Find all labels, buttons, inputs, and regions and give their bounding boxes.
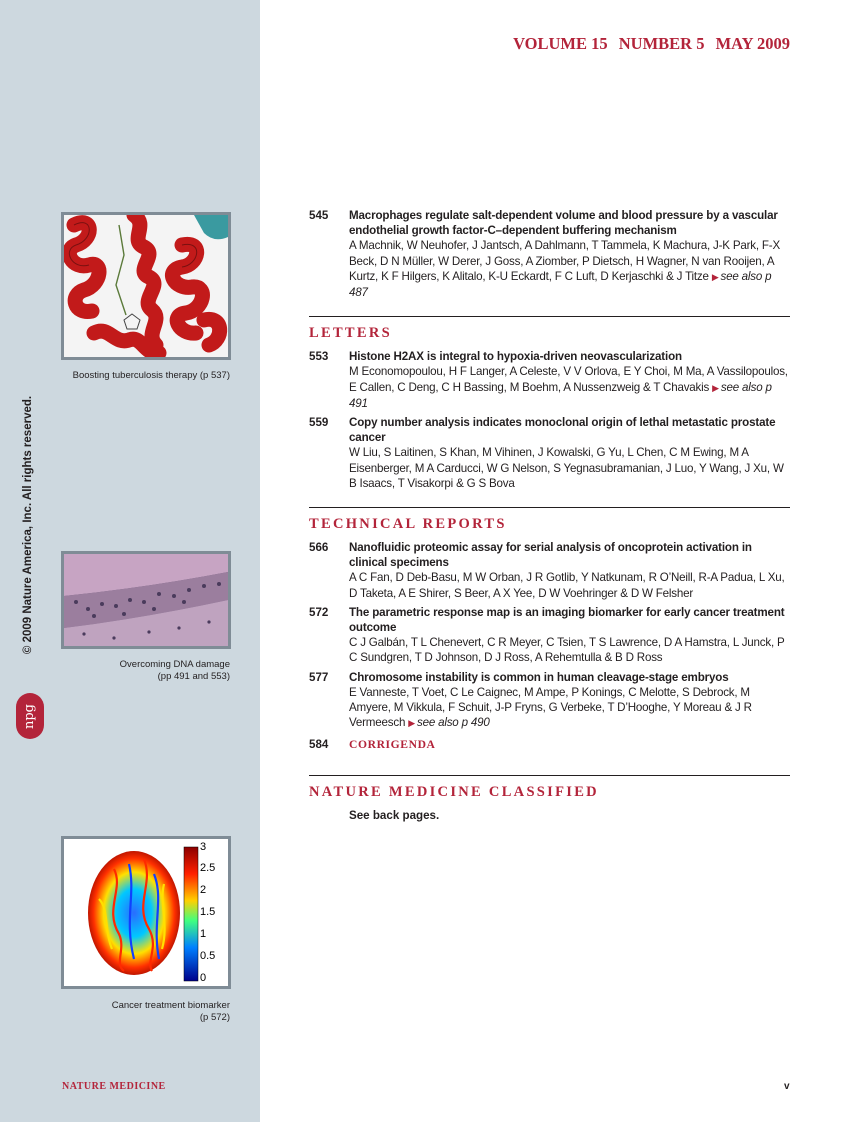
colorbar-tick: 1 xyxy=(200,928,207,940)
page-number: 566 xyxy=(309,541,329,555)
colorbar-tick: 1.5 xyxy=(200,906,216,918)
issue-volume: VOLUME 15 xyxy=(513,34,608,53)
colorbar-tick: 2.5 xyxy=(200,862,216,874)
brain-map-image xyxy=(61,836,231,989)
article-title[interactable]: Copy number analysis indicates monoclonal origin of lethal metastatic prostate cancer xyxy=(349,416,776,445)
protein-structure-image xyxy=(61,212,231,360)
page-number: 584 xyxy=(309,738,329,752)
article-authors xyxy=(349,238,790,300)
author-list: E Vanneste, T Voet, C Le Caignec, M Ampe, P Konings, C Melotte, S Debrock, M Amyere, M Vikkula, F Schuit, J-P Fryns, G Verbeke, T D’Hooghe, Y Moreau & J R Vermeesch xyxy=(349,685,752,730)
article-title[interactable]: The parametric response map is an imaging biomarker for early cancer treatment outcome xyxy=(349,605,785,635)
section-divider xyxy=(309,316,790,317)
see-also-link[interactable]: ▶ see also p 491 xyxy=(349,381,772,410)
colorbar-tick: 3 xyxy=(200,841,207,853)
section-divider xyxy=(309,507,790,508)
see-also-link[interactable]: ▶ see also p 490 xyxy=(408,716,489,729)
article-authors: C J Galbán, T L Chenevert, C R Meyer, C Tsien, T S Lawrence, D A Hamstra, L Junck, P C Sundgren, T D Johnson, D J Ross, A Rehemtulla & B D Ross xyxy=(349,636,785,665)
article-title[interactable]: Histone H2AX is integral to hypoxia-driven neovascularization xyxy=(349,350,682,364)
article-title[interactable]: Nanofluidic proteomic assay for serial analysis of oncoprotein activation in clinical specimens xyxy=(349,541,752,570)
page-number: 553 xyxy=(309,350,329,364)
colorbar-tick-labels xyxy=(200,842,230,982)
npg-logo-text: npg xyxy=(22,703,38,729)
caption-cancer-biomarker-line2: (p 572) xyxy=(199,1012,230,1023)
caption-cancer-biomarker-line1: Cancer treatment biomarker xyxy=(111,1000,230,1011)
section-heading-classified: NATURE MEDICINE CLASSIFIED xyxy=(309,783,599,800)
toc-entry[interactable] xyxy=(309,349,790,411)
see-also-link[interactable]: ▶ see also p 487 xyxy=(349,270,771,299)
article-authors xyxy=(349,685,790,732)
author-list: M Economopoulou, H F Langer, A Celeste, V V Orlova, E Y Choi, M Ma, A Vassilopoulos, E Callen, C Deng, C H Bassing, M Boehm, A Nussenzweig & T Chavakis xyxy=(349,365,788,394)
page-number: 577 xyxy=(309,670,329,684)
footer-journal-name: NATURE MEDICINE xyxy=(62,1081,166,1092)
corrigenda-title[interactable]: CORRIGENDA xyxy=(349,738,436,752)
caption-cancer-biomarker xyxy=(40,1000,230,1024)
toc-entry[interactable] xyxy=(309,208,790,300)
toc-entry[interactable] xyxy=(309,415,790,491)
article-authors: A C Fan, D Deb-Basu, M W Orban, J R Gotlib, Y Natkunam, R O’Neill, R-A Padua, L Xu, D Taketa, A E Shirer, S Beer, A X Yee, D W Voehringer & D W Felsher xyxy=(349,571,785,600)
issue-number: NUMBER 5 xyxy=(618,34,705,53)
article-title[interactable]: Chromosome instability is common in human cleavage-stage embryos xyxy=(349,670,729,684)
toc-entry-corrigenda[interactable] xyxy=(309,737,790,752)
page-number: 559 xyxy=(309,416,329,430)
caption-tuberculosis: Boosting tuberculosis therapy (p 537) xyxy=(72,370,230,381)
caption-dna-damage-line2: (pp 491 and 553) xyxy=(157,671,230,682)
caption-dna-damage-line1: Overcoming DNA damage xyxy=(119,659,230,670)
page-number: 545 xyxy=(309,209,329,222)
table-of-contents xyxy=(309,208,790,823)
issue-header xyxy=(513,34,790,54)
footer-page-number: v xyxy=(784,1081,790,1092)
issue-date: MAY 2009 xyxy=(715,34,790,53)
histology-image xyxy=(61,551,231,649)
colorbar-tick: 0.5 xyxy=(200,950,216,962)
classified-note: See back pages. xyxy=(349,808,440,822)
page-number: 572 xyxy=(309,605,329,619)
article-title[interactable]: Macrophages regulate salt-dependent volume and blood pressure by a vascular endothelial growth factor-C–dependent buffering mechanism xyxy=(349,209,778,238)
toc-entry[interactable] xyxy=(309,670,790,732)
colorbar-tick: 2 xyxy=(200,884,207,896)
section-heading-technical-reports: TECHNICAL REPORTS xyxy=(309,516,507,533)
colorbar-tick: 0 xyxy=(200,972,207,984)
npg-logo xyxy=(16,693,44,739)
toc-entry[interactable] xyxy=(309,540,790,601)
copyright-notice: © 2009 Nature America, Inc. All rights reserved. xyxy=(22,395,34,655)
article-authors: W Liu, S Laitinen, S Khan, M Vihinen, J Kowalski, G Yu, L Chen, C M Ewing, M A Eisenberger, M A Carducci, W G Nelson, S Yegnasubramanian, J Luo, Y Wang, J Xu, W B Isaacs, T Visakorpi & G S Bova xyxy=(349,446,784,490)
caption-dna-damage xyxy=(40,659,230,683)
section-divider xyxy=(309,775,790,776)
section-heading-letters: LETTERS xyxy=(309,325,392,342)
toc-entry[interactable] xyxy=(309,605,790,666)
article-authors xyxy=(349,364,790,411)
author-list: A Machnik, W Neuhofer, J Jantsch, A Dahlmann, T Tammela, K Machura, J-K Park, F-X Beck, D N Müller, W Derer, J Goss, A Ziomber, P Dietsch, H Wagner, N van Rooijen, A Kurtz, K F Hilgers, K Alitalo, K-U Eckardt, F C Luft, D Kerjaschki & J Titze xyxy=(349,239,780,283)
